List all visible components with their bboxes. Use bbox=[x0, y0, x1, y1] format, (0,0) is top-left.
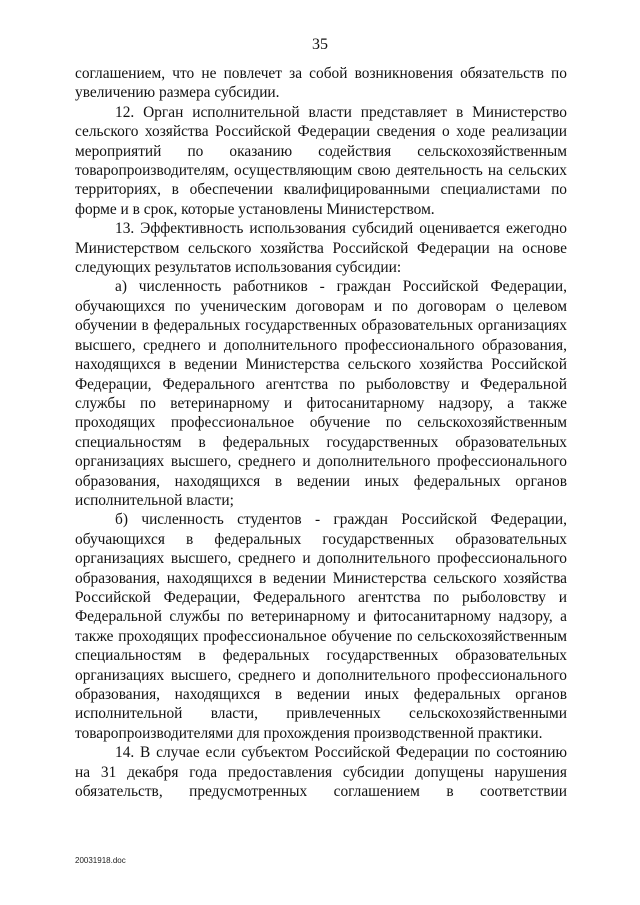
paragraph-13b: б) численность студентов - граждан Российской Федерации, обучающихся в федеральных государственных образовательных организациях высшего, среднего и дополнительного профессионального образования, находящихся в ведении Министерства сельского хозяйства Российской Федерации, Федерального агентства по рыболовству и Федеральной службы по ветеринарному и фитосанитарному надзору, а также проходящих профессиональное обучение по сельскохозяйственным специальностям в федеральных государственных образовательных организациях высшего, среднего и дополнительного профессионального образования, находящихся в ведении иных федеральных органов исполнительной власти, привлеченных сельскохозяйственными товаропроизводителями для прохождения производственной практики. bbox=[75, 511, 567, 742]
paragraph-continuation: соглашением, что не повлечет за собой возникновения обязательств по увеличению размера субсидии. bbox=[75, 65, 567, 102]
paragraph-12: 12. Орган исполнительной власти представляет в Министерство сельского хозяйства Российской Федерации сведения о ходе реализации мероприятий по оказанию содействия сельскохозяйственным товаропроизводителям, осуществляющим свою деятельность на сельских территориях, в обеспечении квалифицированными специалистами по форме и в срок, которые установлены Министерством. bbox=[75, 103, 567, 218]
footer-filename: 20031918.doc bbox=[75, 856, 126, 865]
paragraph-14: 14. В случае если субъектом Российской Федерации по состоянию на 31 декабря года предоставления субсидии допущены нарушения обязательств, предусмотренных соглашением в соответствии bbox=[75, 744, 567, 801]
page-number: 35 bbox=[312, 36, 328, 53]
paragraph-13a: а) численность работников - граждан Российской Федерации, обучающихся по ученическим договорам и по договорам о целевом обучении в федеральных государственных образовательных организациях высшего, среднего и дополнительного профессионального образования, находящихся в ведении Министерства сельского хозяйства Российской Федерации, Федерального агентства по рыболовству и Федеральной службы по ветеринарному и фитосанитарному надзору, а также проходящих профессиональное обучение по сельскохозяйственным специальностям в федеральных государственных образовательных организациях высшего, среднего и дополнительного профессионального образования, находящихся в ведении иных федеральных органов исполнительной власти; bbox=[75, 278, 567, 509]
document-body bbox=[75, 64, 567, 801]
paragraph-13: 13. Эффективность использования субсидий оценивается ежегодно Министерством сельского хозяйства Российской Федерации на основе следующих результатов использования субсидии: bbox=[75, 220, 567, 277]
